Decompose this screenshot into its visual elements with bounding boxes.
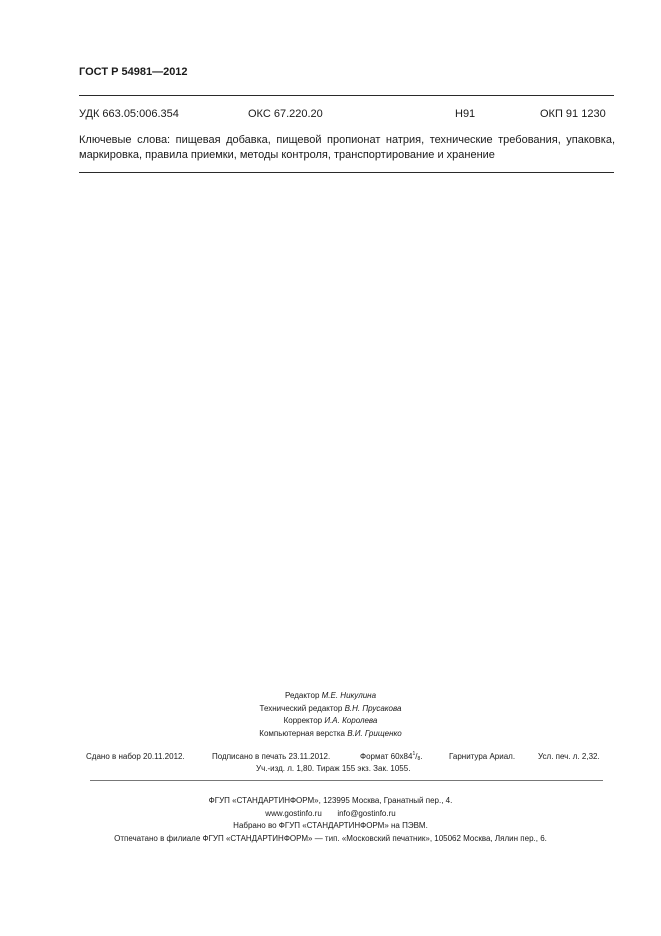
credit-layout xyxy=(0,728,661,741)
publisher-address: ФГУП «СТАНДАРТИНФОРМ», 123995 Москва, Гранатный пер., 4. xyxy=(208,796,453,805)
credit-layout-role: Компьютерная верстка xyxy=(259,728,345,738)
credit-editor xyxy=(0,690,661,703)
imprint-divider xyxy=(90,780,603,781)
imprint-format-sub: 8 xyxy=(417,756,421,762)
publisher-printed: Отпечатано в филиале ФГУП «СТАНДАРТИНФОРМ» — тип. «Московский печатник», 105062 Москва, Лялин пер., 6. xyxy=(114,833,547,843)
publisher-website[interactable]: www.gostinfo.ru xyxy=(265,808,322,818)
keywords-text: Ключевые слова: пищевая добавка, пищевой пропионат натрия, технические требования, упаковка, маркировка, правила приемки, методы контроля, транспортирование и хранение xyxy=(79,134,615,161)
publisher-block xyxy=(0,795,661,845)
credit-editor-role: Редактор xyxy=(284,691,320,700)
credit-layout-name: В.И. Грищенко xyxy=(347,728,402,738)
publisher-email[interactable]: info@gostinfo.ru xyxy=(337,808,396,818)
publisher-typeset: Набрано во ФГУП «СТАНДАРТИНФОРМ» на ПЭВМ. xyxy=(233,821,428,830)
imprint-typeface: Гарнитура Ариал. xyxy=(449,752,516,761)
bottom-divider xyxy=(79,172,614,173)
credit-tech-editor-role: Технический редактор xyxy=(259,703,343,713)
imprint-format-suffix: . xyxy=(420,752,423,761)
credit-tech-editor-name: В.Н. Прусакова xyxy=(344,703,402,713)
document-code: ГОСТ Р 54981—2012 xyxy=(79,66,188,78)
imprint-line2: Уч.-изд. л. 1,80. Тираж 155 экз. Зак. 1055. xyxy=(256,764,411,773)
credit-corrector-role: Корректор xyxy=(283,716,323,725)
udk-code: УДК 663.05:006.354 xyxy=(79,108,179,120)
imprint-submitted: Сдано в набор 20.11.2012. xyxy=(86,752,185,761)
credit-corrector-name: И.А. Королева xyxy=(324,716,378,725)
imprint-format-prefix: Формат 60х84 xyxy=(360,752,413,761)
top-divider xyxy=(79,95,614,96)
credit-corrector xyxy=(0,715,661,728)
credits-block xyxy=(0,690,661,740)
credit-editor-name: М.Е. Никулина xyxy=(321,691,377,700)
imprint-printed-sheets: Усл. печ. л. 2,32. xyxy=(538,752,600,761)
imprint-format: Формат $60х84^1/_8$. xyxy=(360,751,423,762)
oks-code: ОКС 67.220.20 xyxy=(248,108,323,120)
group-code: Н91 xyxy=(455,108,476,120)
publisher-contacts xyxy=(0,808,661,821)
credit-tech-editor xyxy=(0,703,661,716)
okp-code: ОКП 91 1230 xyxy=(540,108,606,120)
imprint-format-sup: 1 xyxy=(412,751,416,757)
imprint-signed: Подписано в печать 23.11.2012. xyxy=(212,752,331,761)
